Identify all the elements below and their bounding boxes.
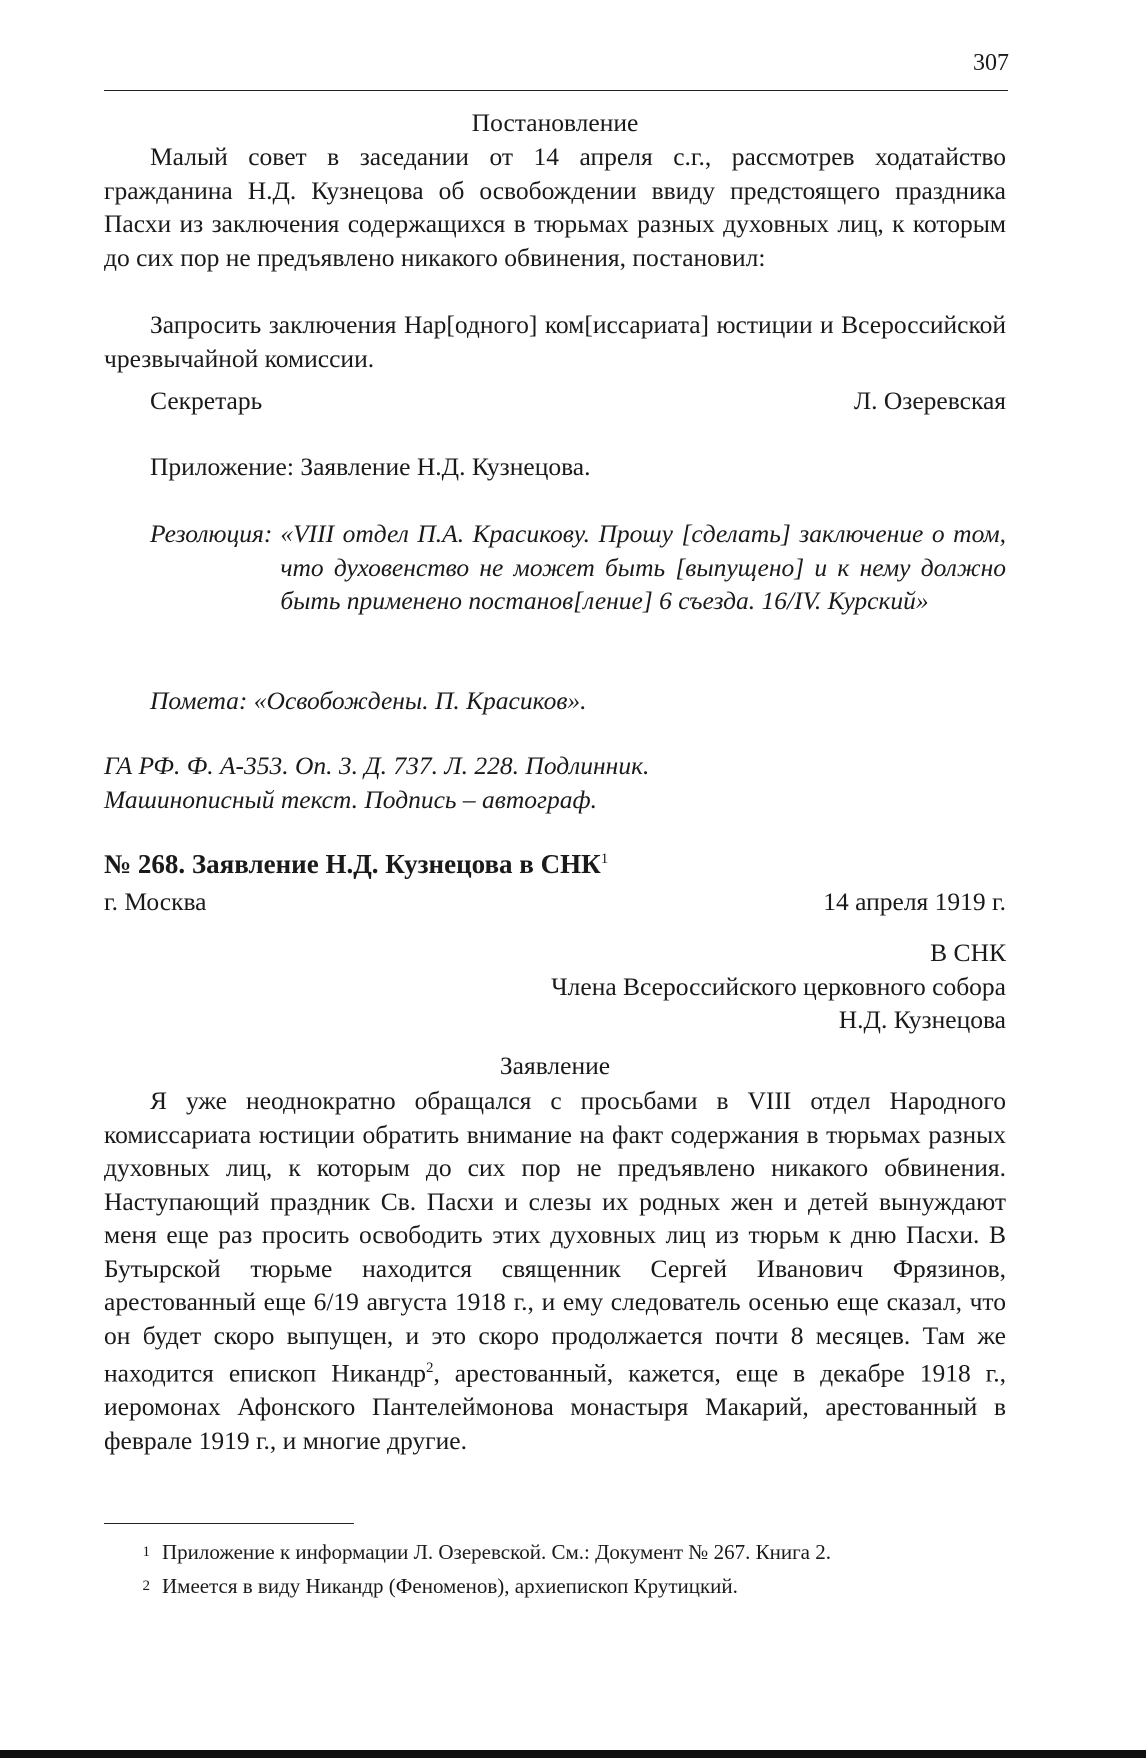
page-number: 307 (973, 50, 1009, 76)
footnote-rule (104, 1523, 354, 1524)
footnote-ref-1[interactable]: 1 (600, 851, 609, 867)
footnote-number-2: 2 (142, 1578, 150, 1594)
statement-body-tail: , арестованный, кажется, еще в декабре 1918 г., иеромонах Афонского Пантелеймонова монастыря Макарий, арестованный в феврале 1919 г., и многие другие. (104, 1358, 1006, 1455)
place-date-row (104, 885, 1006, 919)
footnote-number-1: 1 (142, 1544, 150, 1560)
resolution-decision: Запросить заключения Нар[одного] ком[иссариата] юстиции и Всероссийской чрезвычайной комиссии. (104, 310, 1006, 373)
header-rule (104, 90, 1008, 91)
resolution-title: Постановление (471, 108, 639, 137)
document-heading (104, 843, 1006, 882)
resolution-label: Резолюция: (150, 519, 273, 548)
signature-row (104, 384, 1006, 418)
addressee-block (104, 936, 1006, 1037)
date: 14 апреля 1919 г. (823, 887, 1006, 916)
archive-source (104, 749, 1006, 816)
archive-source-line2: Машинописный текст. Подпись – автограф. (104, 784, 597, 814)
mark-text: «Освобождены. П. Красиков». (253, 686, 587, 715)
mark-note (104, 684, 1006, 718)
footnote-ref-2[interactable]: 2 (425, 1360, 434, 1376)
mark-label: Помета: (150, 686, 248, 715)
document-heading-text: № 268. Заявление Н.Д. Кузнецова в СНК (104, 849, 601, 879)
scan-bottom-edge (0, 1750, 1146, 1758)
footnote-text-2: Имеется в виду Никандр (Феноменов), архиепископ Крутицкий. (162, 1574, 738, 1598)
resolution-note (104, 517, 1006, 618)
footnote-2 (104, 1570, 1006, 1602)
secretary-label: Секретарь (150, 386, 263, 415)
statement-body (104, 1084, 1006, 1457)
addressee-line2: Члена Всероссийского церковного собора (551, 971, 1006, 1001)
attachment-line: Приложение: Заявление Н.Д. Кузнецова. (150, 452, 591, 481)
resolution-paragraph: Малый совет в заседании от 14 апреля с.г., рассмотрев ходатайство гражданина Н.Д. Кузнецова об освобождении ввиду предстоящего праздника Пасхи из заключения содержащихся в тюрьмах разных духовных лиц, к которым до сих пор не предъявлено никакого обвинения, постановил: (104, 142, 1006, 272)
place: г. Москва (104, 887, 207, 916)
statement-title: Заявление (499, 1051, 611, 1080)
archive-source-line1: ГА РФ. Ф. А-353. Оп. 3. Д. 737. Л. 228. Подлинник. (104, 751, 650, 780)
footnote-1 (104, 1536, 1006, 1568)
statement-body-text: Я уже неоднократно обращался с просьбами в VIII отдел Народного комиссариата юстиции обратить внимание на факт содержания в тюрьмах разных духовных лиц, к которым до сих пор не предъявлено никакого обвинения. Наступающий праздник Св. Пасхи и слезы их родных жен и детей вынуждают меня еще раз просить освободить этих духовных лиц из тюрьм к дню Пасхи. В Бутырской тюрьме находится священник Сергей Иванович Фрязинов, арестованный еще 6/19 августа 1918 г., и ему следователь осенью еще сказал, что он будет скоро выпущен, и это скоро продолжается почти 8 месяцев. Там же находится епископ Никандр (104, 1086, 1006, 1388)
secretary-name: Л. Озеревская (853, 386, 1006, 415)
addressee-line1: В СНК (930, 938, 1006, 967)
footnote-text-1: Приложение к информации Л. Озеревской. См.: Документ № 267. Книга 2. (162, 1540, 832, 1564)
resolution-text: «VIII отдел П.А. Красикову. Прошу [сделать] заключение о том, что духовенство не может быть [выпущено] и к нему должно быть применено постанов[ление] 6 съезда. 16/IV. Курский» (280, 519, 1006, 615)
addressee-line3: Н.Д. Кузнецова (838, 1005, 1006, 1034)
